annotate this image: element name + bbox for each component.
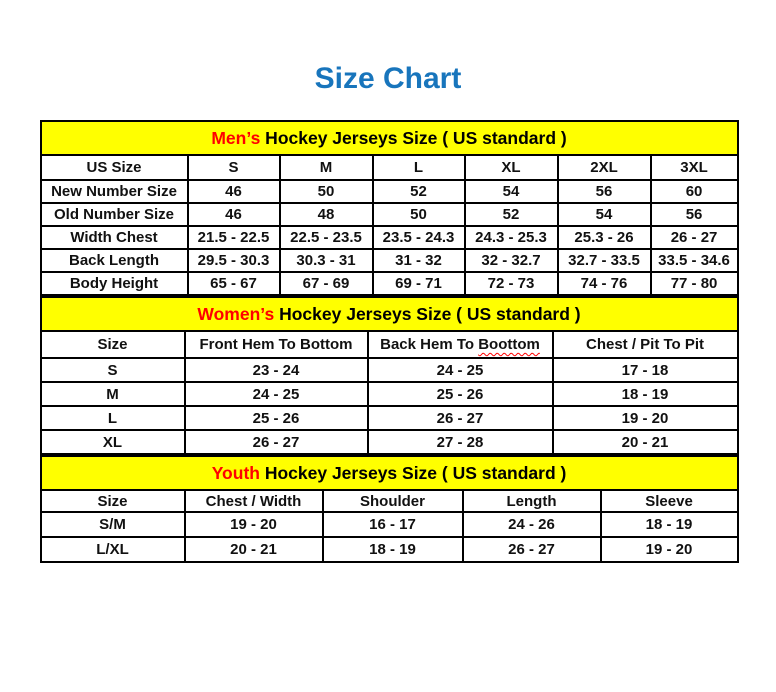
- mens-cell-1-2: 48: [280, 203, 373, 226]
- mens-column-header-0: US Size: [41, 155, 188, 180]
- mens-table-row-4: [41, 272, 738, 295]
- womens-row-label-2: L: [41, 406, 185, 430]
- mens-cell-0-1: 46: [188, 180, 280, 203]
- youth-column-header-3: Length: [463, 490, 601, 512]
- mens-cell-3-1: 29.5 - 30.3: [188, 249, 280, 272]
- mens-size-table: [40, 120, 739, 296]
- youth-column-header-2: Shoulder: [323, 490, 463, 512]
- mens-cell-0-3: 52: [373, 180, 465, 203]
- womens-cell-1-3: 18 - 19: [553, 382, 738, 406]
- womens-table-row-0: [41, 358, 738, 382]
- youth-cell-1-1: 20 - 21: [185, 537, 323, 562]
- womens-cell-3-1: 26 - 27: [185, 430, 368, 454]
- womens-table-row-2: [41, 406, 738, 430]
- womens-banner-text: Hockey Jerseys Size ( US standard ): [274, 303, 581, 324]
- mens-table-row-1: [41, 203, 738, 226]
- youth-column-header-1: Chest / Width: [185, 490, 323, 512]
- spellcheck-underlined-word: Boottom: [478, 336, 540, 353]
- mens-table-row-3: [41, 249, 738, 272]
- youth-cell-0-4: 18 - 19: [601, 512, 738, 537]
- womens-table-row-1: [41, 382, 738, 406]
- mens-banner-text: Hockey Jerseys Size ( US standard ): [260, 127, 567, 148]
- youth-cell-1-4: 19 - 20: [601, 537, 738, 562]
- mens-table-row-0: [41, 180, 738, 203]
- mens-cell-4-4: 72 - 73: [465, 272, 558, 295]
- mens-cell-0-4: 54: [465, 180, 558, 203]
- womens-cell-2-2: 26 - 27: [368, 406, 553, 430]
- mens-cell-4-3: 69 - 71: [373, 272, 465, 295]
- mens-column-header-4: XL: [465, 155, 558, 180]
- mens-row-label-4: Body Height: [41, 272, 188, 295]
- mens-cell-0-6: 60: [651, 180, 738, 203]
- youth-table-row-1: [41, 537, 738, 562]
- mens-column-header-1: S: [188, 155, 280, 180]
- mens-cell-2-5: 25.3 - 26: [558, 226, 651, 249]
- womens-size-table: [40, 296, 739, 455]
- mens-row-label-3: Back Length: [41, 249, 188, 272]
- mens-cell-0-2: 50: [280, 180, 373, 203]
- mens-cell-3-4: 32 - 32.7: [465, 249, 558, 272]
- womens-cell-3-2: 27 - 28: [368, 430, 553, 454]
- youth-cell-0-2: 16 - 17: [323, 512, 463, 537]
- mens-section-banner: [41, 121, 738, 155]
- youth-cell-0-3: 24 - 26: [463, 512, 601, 537]
- womens-size-table-slot: [40, 296, 737, 455]
- mens-cell-2-2: 22.5 - 23.5: [280, 226, 373, 249]
- mens-banner-highlight: Men’s: [211, 127, 261, 148]
- womens-cell-1-1: 24 - 25: [185, 382, 368, 406]
- mens-cell-1-4: 52: [465, 203, 558, 226]
- mens-cell-2-3: 23.5 - 24.3: [373, 226, 465, 249]
- mens-size-table-slot: [40, 120, 737, 296]
- mens-row-label-0: New Number Size: [41, 180, 188, 203]
- youth-column-header-4: Sleeve: [601, 490, 738, 512]
- mens-cell-3-6: 33.5 - 34.6: [651, 249, 738, 272]
- mens-cell-1-5: 54: [558, 203, 651, 226]
- womens-table-row-3: [41, 430, 738, 454]
- youth-cell-1-2: 18 - 19: [323, 537, 463, 562]
- youth-cell-1-3: 26 - 27: [463, 537, 601, 562]
- youth-size-table: [40, 455, 739, 563]
- youth-cell-0-1: 19 - 20: [185, 512, 323, 537]
- womens-column-header-2: Back Hem To Boottom: [368, 331, 553, 358]
- mens-cell-1-1: 46: [188, 203, 280, 226]
- womens-banner-highlight: Women’s: [197, 303, 275, 324]
- youth-banner-text: Hockey Jerseys Size ( US standard ): [259, 462, 567, 483]
- mens-cell-1-3: 50: [373, 203, 465, 226]
- youth-column-header-0: Size: [41, 490, 185, 512]
- mens-column-header-6: 3XL: [651, 155, 738, 180]
- womens-cell-1-2: 25 - 26: [368, 382, 553, 406]
- youth-size-table-slot: [40, 455, 737, 563]
- youth-row-label-0: S/M: [41, 512, 185, 537]
- mens-cell-3-3: 31 - 32: [373, 249, 465, 272]
- womens-cell-2-1: 25 - 26: [185, 406, 368, 430]
- womens-row-label-0: S: [41, 358, 185, 382]
- youth-table-row-0: [41, 512, 738, 537]
- youth-banner-highlight: Youth: [211, 462, 260, 483]
- mens-cell-2-1: 21.5 - 22.5: [188, 226, 280, 249]
- womens-section-banner: [41, 297, 738, 331]
- mens-cell-2-6: 26 - 27: [651, 226, 738, 249]
- mens-cell-3-2: 30.3 - 31: [280, 249, 373, 272]
- youth-row-label-1: L/XL: [41, 537, 185, 562]
- womens-column-header-0: Size: [41, 331, 185, 358]
- mens-cell-4-6: 77 - 80: [651, 272, 738, 295]
- size-tables-container: [40, 120, 737, 563]
- mens-table-row-2: [41, 226, 738, 249]
- womens-column-header-1: Front Hem To Bottom: [185, 331, 368, 358]
- womens-cell-0-2: 24 - 25: [368, 358, 553, 382]
- page-title: Size Chart: [314, 62, 462, 95]
- mens-column-header-2: M: [280, 155, 373, 180]
- mens-cell-0-5: 56: [558, 180, 651, 203]
- youth-section-banner: [41, 456, 738, 490]
- womens-row-label-3: XL: [41, 430, 185, 454]
- mens-cell-3-5: 32.7 - 33.5: [558, 249, 651, 272]
- womens-cell-2-3: 19 - 20: [553, 406, 738, 430]
- mens-cell-4-2: 67 - 69: [280, 272, 373, 295]
- mens-column-header-3: L: [373, 155, 465, 180]
- mens-row-label-1: Old Number Size: [41, 203, 188, 226]
- mens-row-label-2: Width Chest: [41, 226, 188, 249]
- mens-cell-1-6: 56: [651, 203, 738, 226]
- womens-cell-3-3: 20 - 21: [553, 430, 738, 454]
- womens-column-header-3: Chest / Pit To Pit: [553, 331, 738, 358]
- mens-cell-4-1: 65 - 67: [188, 272, 280, 295]
- womens-row-label-1: M: [41, 382, 185, 406]
- mens-column-header-5: 2XL: [558, 155, 651, 180]
- womens-cell-0-3: 17 - 18: [553, 358, 738, 382]
- womens-cell-0-1: 23 - 24: [185, 358, 368, 382]
- mens-cell-2-4: 24.3 - 25.3: [465, 226, 558, 249]
- mens-cell-4-5: 74 - 76: [558, 272, 651, 295]
